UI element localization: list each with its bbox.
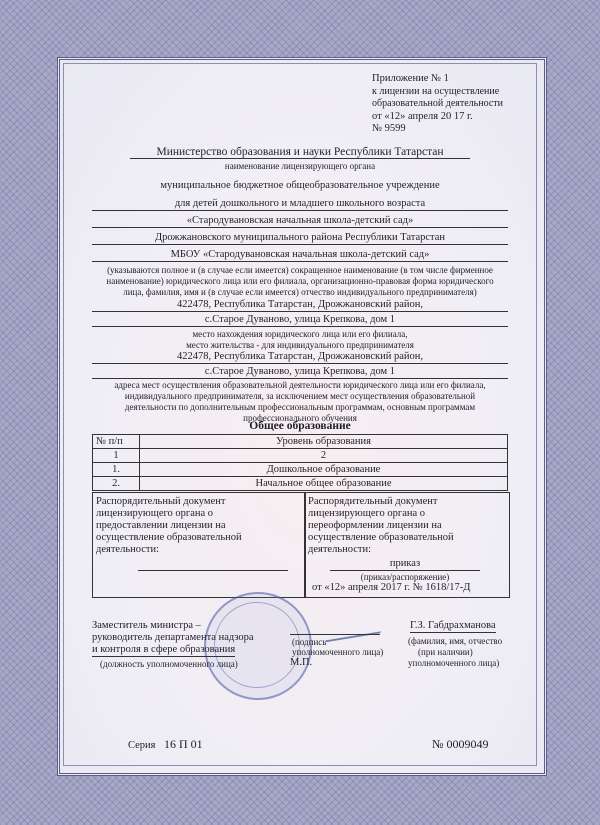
- org-line4: Дрожжановского муниципального района Республики Татарстан: [92, 232, 508, 245]
- org-caption-2: наименование) юридического лица или его филиала, организационно-правовая форма юридического: [106, 276, 494, 286]
- address1-caption-1: место нахождения юридического лица или его филиала,: [192, 329, 408, 339]
- table-row: [93, 463, 508, 477]
- col-number-header: № п/п: [93, 435, 140, 449]
- address2-caption-4: профессионального обучения: [243, 413, 357, 423]
- left-box-line3: предоставлении лицензии на: [96, 520, 226, 531]
- left-box-blank-line: [138, 570, 288, 571]
- org-line1: муниципальное бюджетное общеобразовательное учреждение: [160, 180, 440, 191]
- org-line3: «Стародувановская начальная школа-детский сад»: [92, 215, 508, 228]
- appendix-title: Приложение № 1: [372, 73, 449, 84]
- series-label: Серия: [128, 740, 156, 751]
- org-caption-1: (указываются полное и (в случае если имеется) сокращенное наименование (в том числе фирменное: [107, 265, 493, 275]
- row-level: Дошкольное образование: [140, 463, 508, 477]
- address2-line2: с.Старое Дуваново, улица Крепкова, дом 1: [92, 366, 508, 379]
- appendix-number: № 9599: [372, 123, 406, 134]
- row-level: 2: [140, 449, 508, 463]
- official-name: Г.З. Габдрахманова: [410, 620, 496, 631]
- section-title: Общее образование: [249, 420, 351, 432]
- org-line2: для детей дошкольного и младшего школьного возраста: [92, 198, 508, 211]
- appendix-line2: к лицензии на осуществление: [372, 86, 500, 97]
- org-caption-3: лица, фамилия, имя и (в случае если имеется) отчество индивидуального предпринимателя): [123, 287, 477, 297]
- signatory-line2: руководитель департамента надзора: [92, 632, 254, 643]
- signatory-line3: и контроля в сфере образования: [92, 644, 236, 655]
- right-box-line1: Распорядительный документ: [308, 496, 438, 507]
- right-box-doc-date: от «12» апреля 2017 г. № 1618/17-Д: [312, 582, 471, 593]
- signature-caption-1: (подпись: [292, 637, 327, 647]
- row-level: Начальное общее образование: [140, 477, 508, 491]
- appendix-line3: образовательной деятельности: [372, 98, 503, 109]
- right-box-doc-type: приказ: [330, 558, 480, 571]
- ministry-caption: наименование лицензирующего органа: [224, 161, 376, 171]
- left-box-line1: Распорядительный документ: [96, 496, 226, 507]
- row-number: 2.: [93, 477, 140, 491]
- signatory-caption: (должность уполномоченного лица): [100, 659, 238, 669]
- left-box-line5: деятельности:: [96, 544, 160, 555]
- address2-caption-3: деятельности по дополнительным профессиональным программам, основным программам: [124, 402, 476, 412]
- table-row: [93, 449, 508, 463]
- right-box-line5: деятельности:: [308, 544, 372, 555]
- row-number: 1: [93, 449, 140, 463]
- official-caption-3: уполномоченного лица): [408, 658, 500, 668]
- right-box-line3: переоформлении лицензии на: [308, 520, 442, 531]
- series-value: 16 П 01: [164, 737, 203, 751]
- official-caption-2: (при наличии): [418, 647, 473, 657]
- stamp-place-mark: М.П.: [290, 657, 313, 668]
- signature-caption-2: уполномоченного лица): [292, 647, 384, 657]
- row-number: 1.: [93, 463, 140, 477]
- right-box-line4: осуществление образовательной: [308, 532, 454, 543]
- form-number: № 0009049: [432, 737, 489, 751]
- table-row: [93, 477, 508, 491]
- right-box-doc-caption: (приказ/распоряжение): [360, 572, 450, 582]
- org-line5: МБОУ «Стародувановская начальная школа-детский сад»: [92, 249, 508, 262]
- ministry-name: Министерство образования и науки Республики Татарстан: [130, 146, 470, 159]
- signature-line: [290, 634, 380, 635]
- signatory-line1: Заместитель министра –: [92, 620, 201, 631]
- address1-line2: с.Старое Дуваново, улица Крепкова, дом 1: [92, 314, 508, 327]
- education-levels-table: [92, 434, 508, 491]
- address2-caption-1: адреса мест осуществления образовательной деятельности юридического лица или его филиала,: [114, 380, 486, 390]
- official-caption-1: (фамилия, имя, отчество: [408, 636, 503, 646]
- left-box-line2: лицензирующего органа о: [96, 508, 214, 519]
- left-box-line4: осуществление образовательной: [96, 532, 242, 543]
- table-header-row: [93, 435, 508, 449]
- col-level-header: Уровень образования: [140, 435, 508, 449]
- address2-line1: 422478, Республика Татарстан, Дрожжановский район,: [92, 351, 508, 364]
- address1-caption-2: место жительства - для индивидуального предпринимателя: [186, 340, 414, 350]
- address1-line1: 422478, Республика Татарстан, Дрожжановский район,: [92, 299, 508, 312]
- address2-caption-2: индивидуального предпринимателя, за исключением мест осуществления образовательной: [124, 391, 476, 401]
- appendix-date: от «12» апреля 20 17 г.: [372, 111, 473, 122]
- right-box-line2: лицензирующего органа о: [308, 508, 426, 519]
